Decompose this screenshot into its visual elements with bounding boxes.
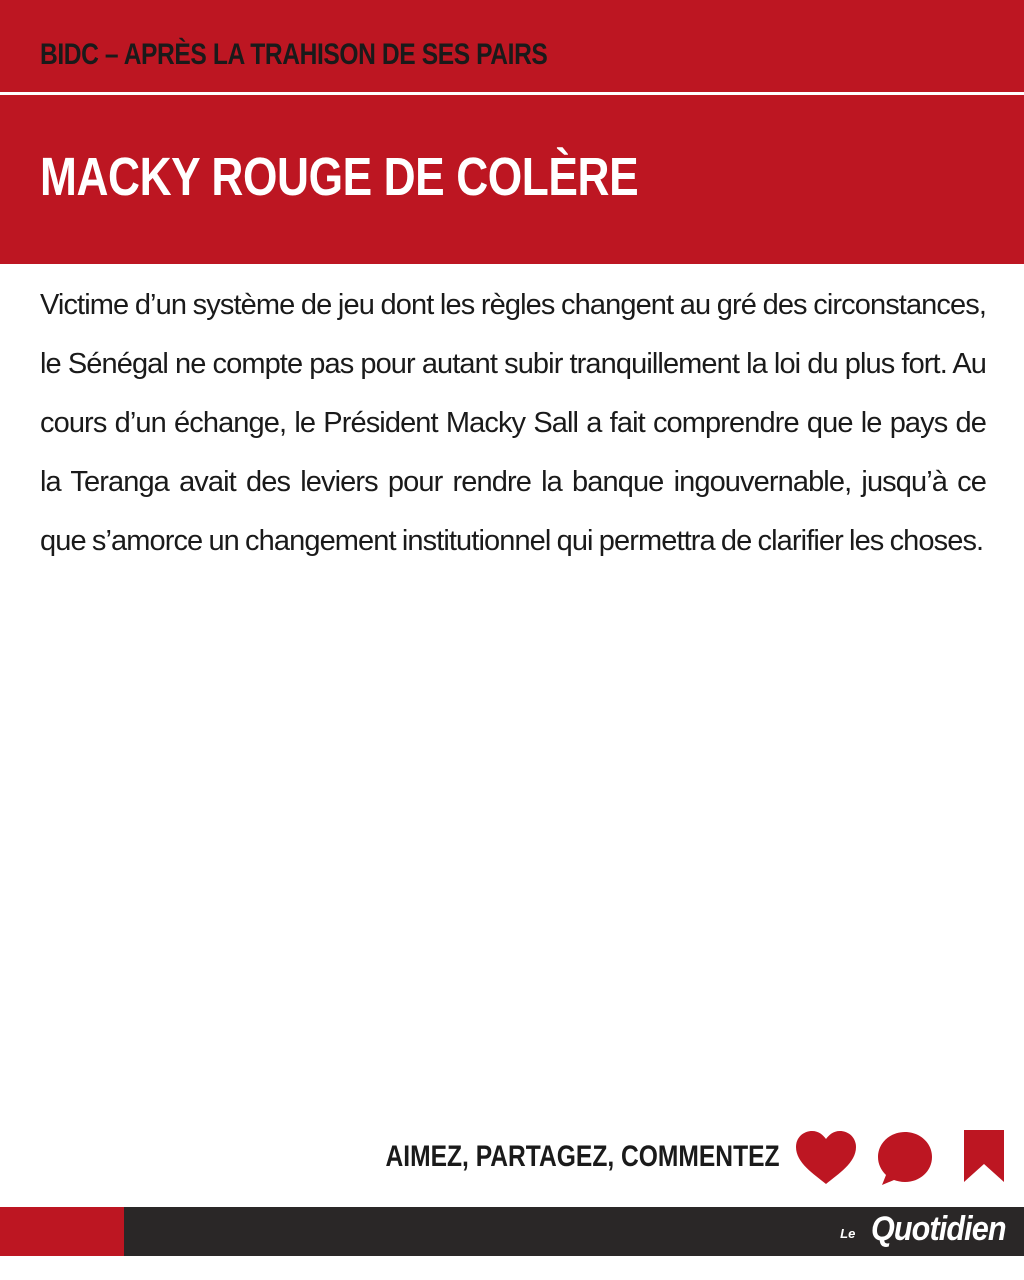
headline: MACKY ROUGE DE COLÈRE (40, 147, 639, 207)
logo (840, 1210, 1006, 1249)
call-to-action: AIMEZ, PARTAGEZ, COMMENTEZ (385, 1140, 780, 1173)
logo-prefix: Le (840, 1226, 856, 1241)
header-divider (0, 92, 1024, 95)
comment-icon[interactable] (876, 1130, 934, 1186)
footer-accent (0, 1207, 124, 1256)
heart-icon[interactable] (794, 1130, 858, 1186)
bookmark-icon[interactable] (962, 1128, 1006, 1184)
kicker: BIDC – APRÈS LA TRAHISON DE SES PAIRS (40, 38, 548, 71)
article-body: Victime d’un système de jeu dont les règles changent au gré des circonstances, le Sénégal ne compte pas pour autant subir tranquillement la loi du plus fort. Au cours d’un échange, le Président Macky Sall a fait comprendre que le pays de la Teranga avait des leviers pour rendre la banque ingouvernable, jusqu’à ce que s’amorce un changement institutionnel qui permettra de clarifier les choses. (40, 289, 986, 557)
logo-name: Quotidien (871, 1210, 1006, 1248)
